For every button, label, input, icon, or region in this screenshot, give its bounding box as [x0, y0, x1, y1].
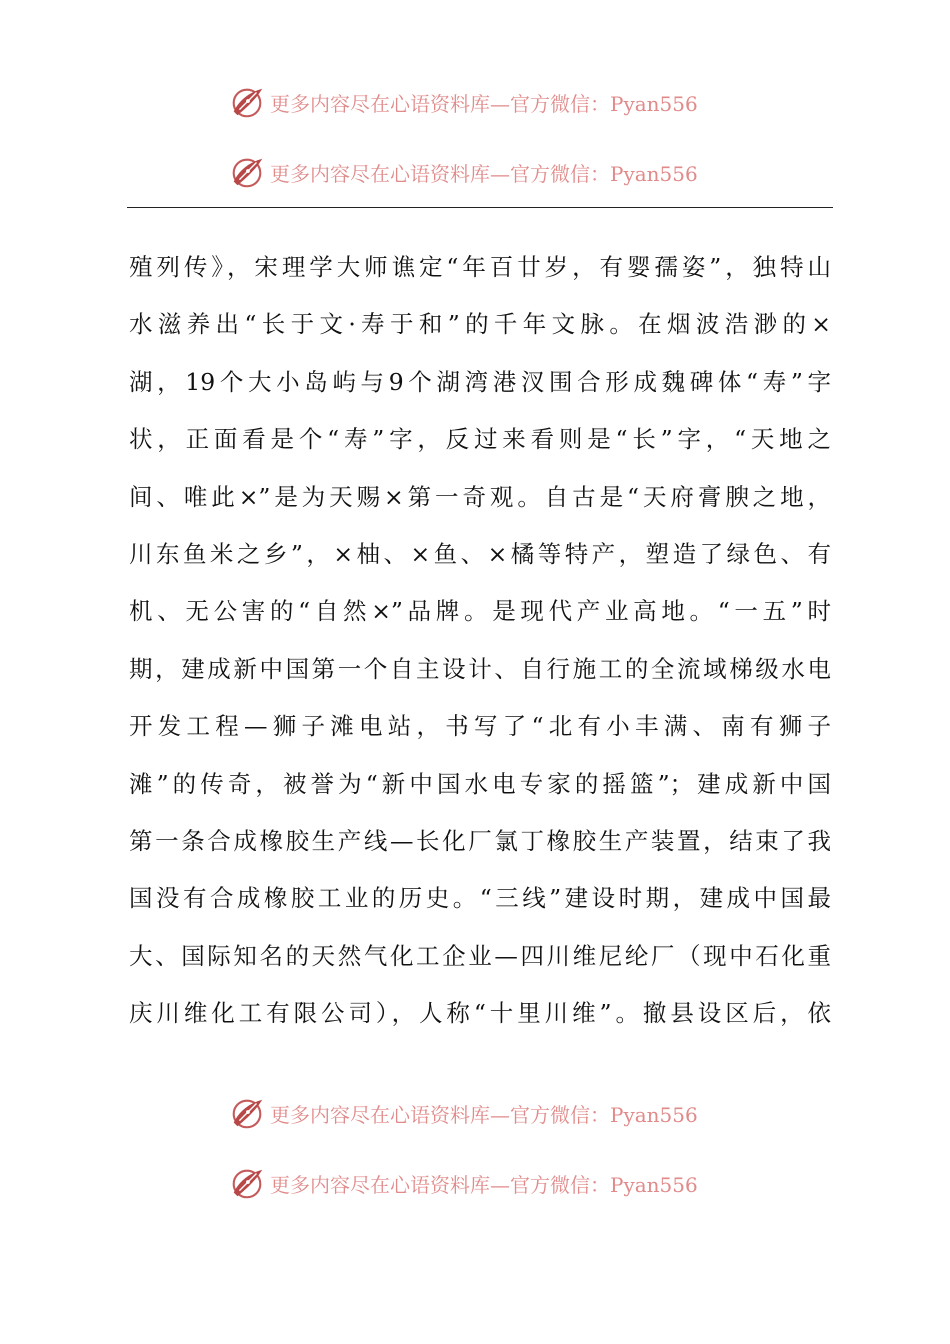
text-line: 状，正面看是个“寿”字，反过来看则是“长”字，“天地之	[129, 425, 831, 454]
pen-nib-logo-icon	[228, 1094, 266, 1132]
text-line: 庆川维化工有限公司），人称“十里川维”。撤县设区后，依	[129, 999, 831, 1028]
text-line: 殖列传》，宋理学大师谯定“年百廿岁，有婴孺姿”，独特山	[129, 253, 831, 281]
text-line: 第一条合成橡胶生产线—长化厂氯丁橡胶生产装置，结束了我	[129, 826, 831, 855]
watermark-banner-bottom-2	[228, 1163, 698, 1203]
watermark-banner-top-2	[228, 152, 698, 192]
text-line: 间、唯此×”是为天赐×第一奇观。自古是“天府膏腴之地，	[129, 482, 831, 511]
watermark-text: 更多内容尽在心语资料库—官方微信：Pyan556	[270, 1102, 698, 1127]
text-line: 开发工程—狮子滩电站，书写了“北有小丰满、南有狮子	[129, 712, 831, 741]
header-divider	[127, 207, 833, 208]
text-line: 国没有合成橡胶工业的历史。“三线”建设时期，建成中国最	[129, 884, 831, 913]
watermark-text: 更多内容尽在心语资料库—官方微信：Pyan556	[270, 161, 698, 186]
text-line: 期，建成新中国第一个自主设计、自行施工的全流域梯级水电	[129, 654, 831, 683]
pen-nib-logo-icon	[228, 1164, 266, 1202]
text-line: 机、无公害的“自然×”品牌。是现代产业高地。“一五”时	[129, 597, 831, 626]
pen-nib-logo-icon	[228, 83, 266, 121]
text-line: 水滋养出“长于文·寿于和”的千年文脉。在烟波浩渺的×	[129, 310, 831, 339]
text-line: 川东鱼米之乡”，×柚、×鱼、×橘等特产，塑造了绿色、有	[129, 539, 831, 568]
watermark-text: 更多内容尽在心语资料库—官方微信：Pyan556	[270, 91, 698, 116]
watermark-text: 更多内容尽在心语资料库—官方微信：Pyan556	[270, 1172, 698, 1197]
document-body	[129, 239, 831, 1042]
watermark-banner-top-1	[228, 82, 698, 122]
pen-nib-logo-icon	[228, 153, 266, 191]
text-line: 湖，19个大小岛屿与9个湖湾港汊围合形成魏碑体“寿”字	[129, 367, 831, 396]
text-line: 滩”的传奇，被誉为“新中国水电专家的摇篮”；建成新中国	[129, 769, 831, 798]
watermark-banner-bottom-1	[228, 1093, 698, 1133]
text-line: 大、国际知名的天然气化工企业—四川维尼纶厂（现中石化重	[129, 941, 831, 970]
